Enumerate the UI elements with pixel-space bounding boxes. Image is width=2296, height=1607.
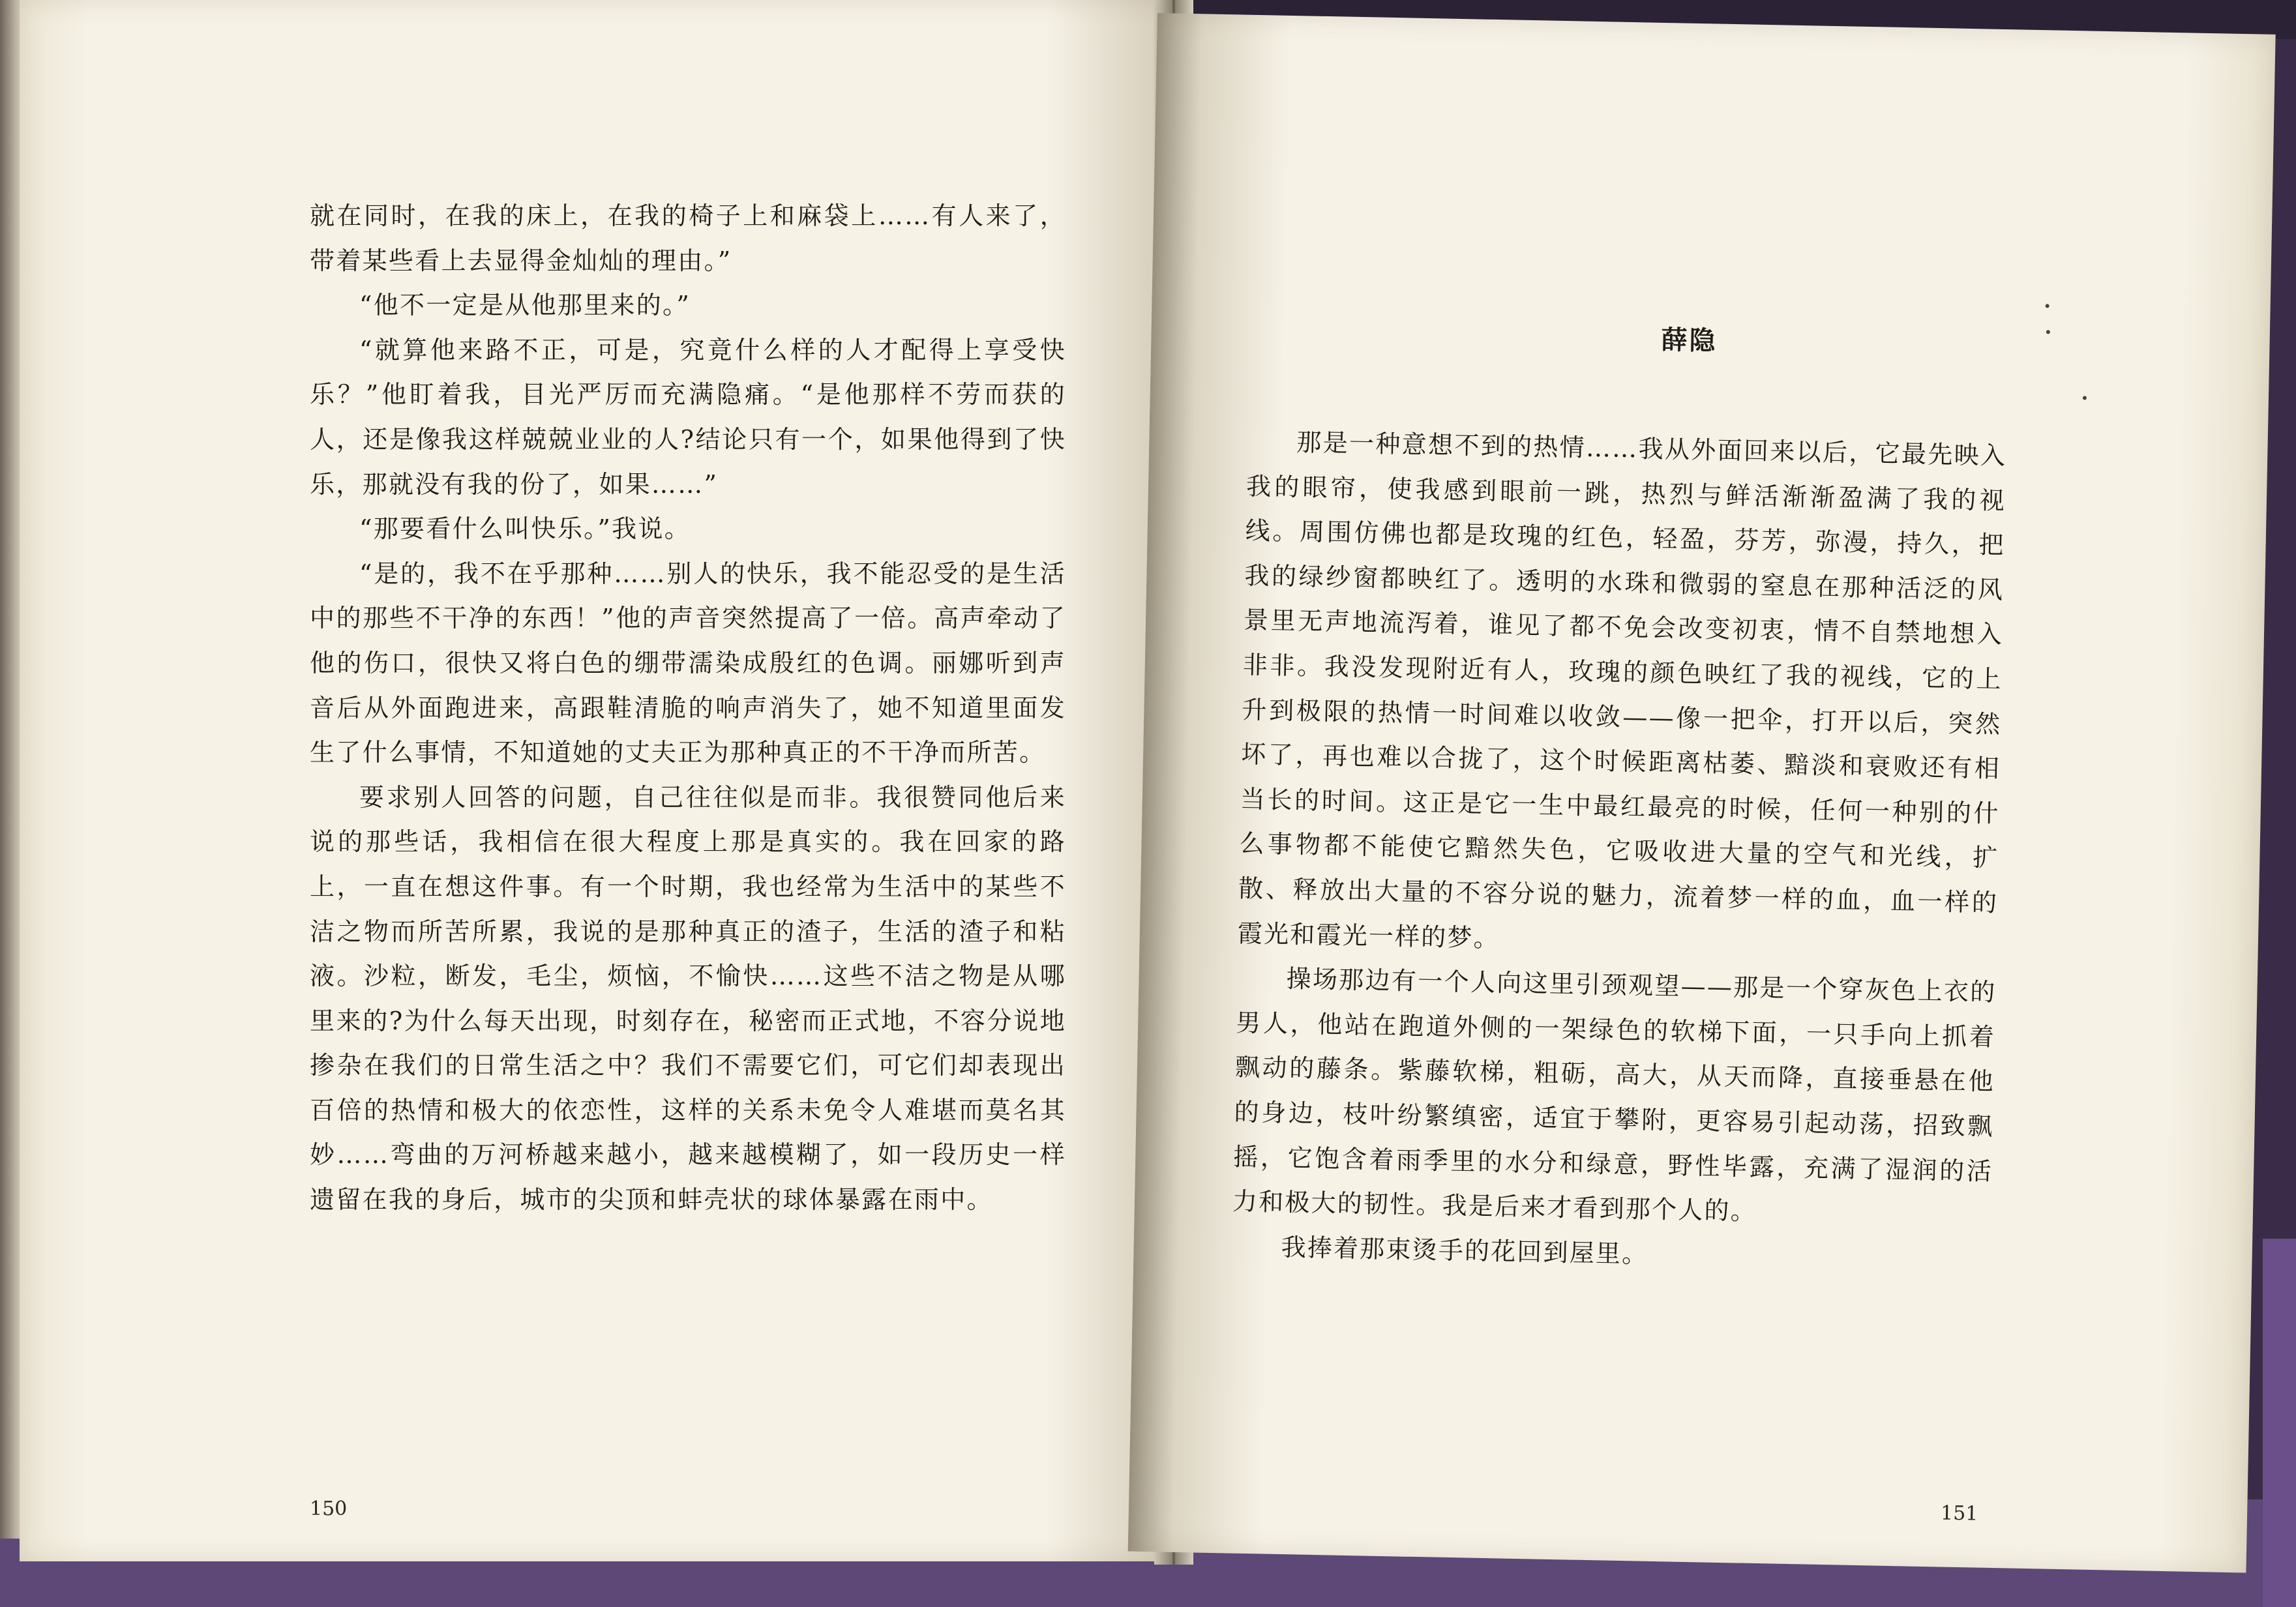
left-paragraph-4: “那要看什么叫快乐。”我说。 bbox=[359, 514, 691, 544]
ink-speck bbox=[2046, 304, 2050, 308]
left-page bbox=[20, 0, 1187, 1561]
right-page bbox=[1128, 13, 2276, 1572]
left-paragraph-1: 就在同时，在我的床上，在我的椅子上和麻袋上……有人来了，带着某些看上去显得金灿灿的理由。” bbox=[310, 201, 1066, 275]
right-paragraph-2: 操场那边有一个人向这里引颈观望——那是一个穿灰色上衣的男人，他站在跑道外侧的一架绿色的软梯下面，一只手向上抓着飘动的藤条。紫藤软梯，粗砺，高大，从天而降，直接垂悬在他的身边，枝叶纷繁缜密，适宜于攀附，更容易引起动荡，招致飘摇，它饱含着雨季里的水分和绿意，野性毕露，充满了湿润的活力和极大的韧性。我是后来才看到那个人的。 bbox=[1232, 964, 1997, 1226]
chapter-title: 薛隐 bbox=[1661, 325, 1718, 357]
left-paragraph-2: “他不一定是从他那里来的。” bbox=[359, 291, 691, 320]
right-page-text bbox=[1231, 419, 2007, 1283]
ink-speck bbox=[2083, 396, 2087, 400]
background-cloth-right bbox=[2263, 1239, 2296, 1607]
ink-speck bbox=[2046, 330, 2050, 334]
left-paragraph-3: “就算他来路不正，可是，究竟什么样的人才配得上享受快乐？”他盯着我，目光严厉而充满隐痛。“是他那样不劳而获的人，还是像我这样兢兢业业的人?结论只有一个，如果他得到了快乐，那就没有我的份了，如果……” bbox=[310, 335, 1066, 499]
left-paragraph-5: “是的，我不在乎那种……别人的快乐，我不能忍受的是生活中的那些不干净的东西！”他的声音突然提高了一倍。高声牵动了他的伤口，很快又将白色的绷带濡染成殷红的色调。丽娜听到声音后从外面跑进来，高跟鞋清脆的响声消失了，她不知道里面发生了什么事情，不知道她的丈夫正为那种真正的不干净而所苦。 bbox=[310, 559, 1066, 767]
right-page-number: 151 bbox=[1940, 1501, 1978, 1526]
left-page-text bbox=[310, 194, 1066, 1222]
left-paragraph-6: 要求别人回答的问题，自己往往似是而非。我很赞同他后来说的那些话，我相信在很大程度上那是真实的。我在回家的路上，一直在想这件事。有一个时期，我也经常为生活中的某些不洁之物而所苦所累，我说的是那种真正的渣子，生活的渣子和粘液。沙粒，断发，毛尘，烦恼，不愉快……这些不洁之物是从哪里来的?为什么每天出现，时刻存在，秘密而正式地，不容分说地掺杂在我们的日常生活之中？我们不需要它们，可它们却表现出百倍的热情和极大的依恋性，这样的关系未免令人难堪而莫名其妙……弯曲的万河桥越来越小，越来越模糊了，如一段历史一样遗留在我的身后，城市的尖顶和蚌壳状的球体暴露在雨中。 bbox=[310, 782, 1066, 1215]
right-paragraph-3: 我捧着那束烫手的花回到屋里。 bbox=[1281, 1232, 1648, 1269]
left-page-number: 150 bbox=[310, 1497, 348, 1520]
right-paragraph-1: 那是一种意想不到的热情……我从外面回来以后，它最先映入我的眼帘，使我感到眼前一跳，热烈与鲜活渐渐盈满了我的视线。周围仿佛也都是玫瑰的红色，轻盈，芬芳，弥漫，持久，把我的绿纱窗都映红了。透明的水珠和微弱的窒息在那种活泛的风景里无声地流泻着，谁见了都不免会改变初衷，情不自禁地想入非非。我没发现附近有人，玫瑰的颜色映红了我的视线，它的上升到极限的热情一时间难以收敛——像一把伞，打开以后，突然坏了，再也难以合拢了，这个时候距离枯萎、黯淡和衰败还有相当长的时间。这正是它一生中最红最亮的时候，任何一种别的什么事物都不能使它黯然失色，它吸收进大量的空气和光线，扩散、释放出大量的不容分说的魅力，流着梦一样的血，血一样的霞光和霞光一样的梦。 bbox=[1237, 428, 2007, 952]
